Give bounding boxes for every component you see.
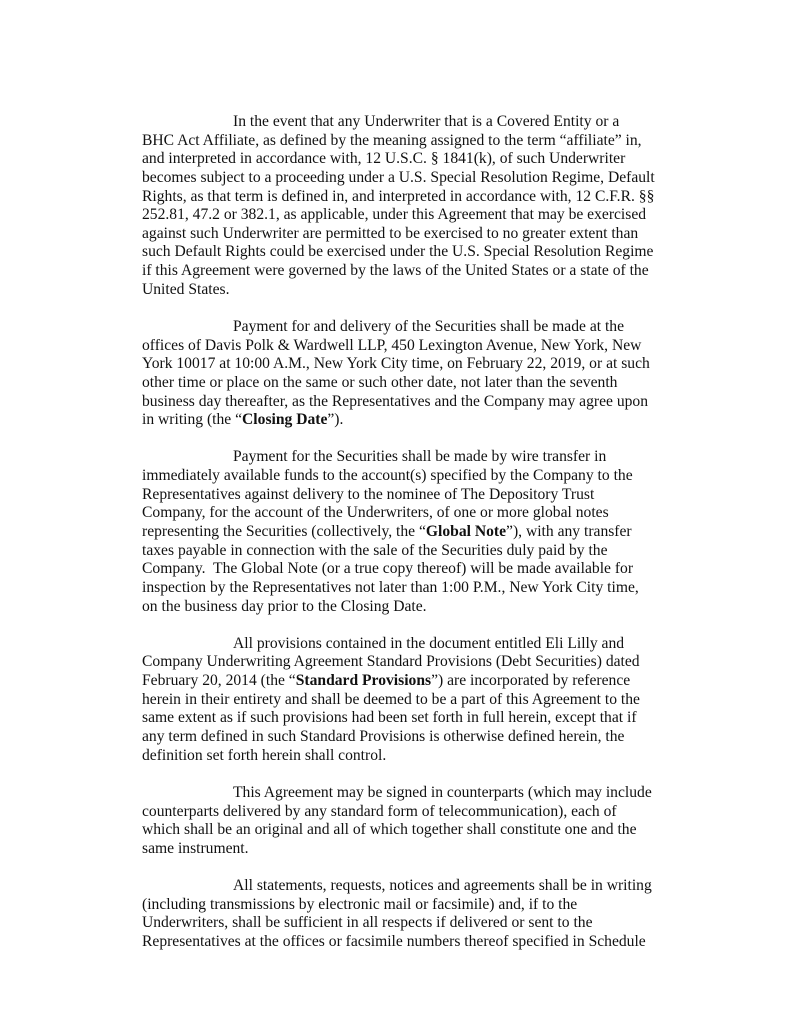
- text-line: becomes subject to a proceeding under a U.S. Special Resolution Regime, Default: [142, 168, 655, 186]
- text-line: BHC Act Affiliate, as defined by the meaning assigned to the term “affiliate” in,: [142, 131, 642, 149]
- text-line: same instrument.: [142, 839, 249, 857]
- document-page: [142, 113, 662, 970]
- text-line: [142, 672, 662, 691]
- defined-term-global-note: Global Note: [425, 523, 507, 540]
- text-line: Company. The Global Note (or a true copy thereof) will be made available for: [142, 560, 634, 578]
- text-line: 252.81, 47.2 or 382.1, as applicable, under this Agreement that may be exercised: [142, 206, 647, 224]
- text-line: such Default Rights could be exercised under the U.S. Special Resolution Regime: [142, 243, 654, 261]
- text-line: In the event that any Underwriter that is a Covered Entity or a: [233, 113, 620, 130]
- text-segment: representing the Securities (collectively, the “: [142, 523, 426, 540]
- text-segment: ”), with any transfer: [506, 523, 632, 540]
- text-line: against such Underwriter are permitted to be exercised to no greater extent than: [142, 224, 639, 242]
- text-line: other time or place on the same or such other date, not later than the seventh: [142, 373, 618, 391]
- text-segment: ”) are incorporated by reference: [431, 672, 631, 690]
- text-segment: February 20, 2014 (the “: [142, 672, 296, 690]
- text-segment: in writing (the “: [142, 411, 243, 429]
- text-line: York 10017 at 10:00 A.M., New York City time, on February 22, 2019, or at such: [142, 355, 650, 373]
- text-line: business day thereafter, as the Representatives and the Company may agree upon: [142, 392, 649, 410]
- text-line: [142, 411, 662, 430]
- text-line: immediately available funds to the account(s) specified by the Company to the: [142, 467, 633, 485]
- text-line: any term defined in such Standard Provisions is otherwise defined herein, the: [142, 728, 625, 745]
- text-line: Company Underwriting Agreement Standard Provisions (Debt Securities) dated: [142, 653, 640, 671]
- text-line: taxes payable in connection with the sale of the Securities duly paid by the: [142, 541, 608, 559]
- text-line: counterparts delivered by any standard form of telecommunication), each of: [142, 802, 617, 820]
- text-line: Representatives at the offices or facsimile numbers thereof specified in Schedule: [142, 932, 646, 950]
- text-line: if this Agreement were governed by the laws of the United States or a state of the: [142, 262, 649, 280]
- text-line: and interpreted in accordance with, 12 U.S.C. § 1841(k), of such Underwriter: [142, 150, 626, 168]
- text-line: herein in their entirety and shall be deemed to be a part of this Agreement to the: [142, 690, 640, 708]
- text-line: Payment for and delivery of the Securities shall be made at the: [233, 318, 625, 335]
- text-line: same extent as if such provisions had been set forth in full herein, except that if: [142, 709, 637, 727]
- paragraph-special-resolution: [142, 113, 662, 299]
- paragraph-payment-delivery: [142, 318, 662, 430]
- paragraph-payment-wire: [142, 448, 662, 616]
- text-line: inspection by the Representatives not later than 1:00 P.M., New York City time,: [142, 578, 639, 596]
- text-line: definition set forth herein shall control.: [142, 746, 387, 764]
- paragraph-notices: [142, 877, 662, 952]
- text-line: All statements, requests, notices and agreements shall be in writing: [233, 877, 652, 895]
- text-line: Representatives against delivery to the nominee of The Depository Trust: [142, 485, 595, 503]
- text-line: offices of Davis Polk & Wardwell LLP, 450 Lexington Avenue, New York, New: [142, 336, 642, 354]
- text-line: Company, for the account of the Underwriters, of one or more global notes: [142, 504, 609, 522]
- text-line: which shall be an original and all of which together shall constitute one and the: [142, 821, 637, 839]
- paragraph-standard-provisions: [142, 635, 662, 765]
- text-line: Underwriters, shall be sufficient in all respects if delivered or sent to the: [142, 914, 593, 932]
- defined-term-closing-date: Closing Date: [242, 411, 328, 429]
- text-line: All provisions contained in the document entitled Eli Lilly and: [233, 634, 625, 652]
- text-line: (including transmissions by electronic mail or facsimile) and, if to the: [142, 895, 578, 913]
- paragraph-counterparts: [142, 784, 662, 859]
- text-line: Rights, as that term is defined in, and interpreted in accordance with, 12 C.F.R. §§: [142, 187, 655, 205]
- text-line: on the business day prior to the Closing Date.: [142, 597, 427, 615]
- text-line: This Agreement may be signed in counterparts (which may include: [233, 783, 652, 801]
- text-line: [142, 523, 662, 542]
- text-segment: ”).: [327, 411, 344, 429]
- text-line: United States.: [142, 280, 230, 298]
- text-line: Payment for the Securities shall be made by wire transfer in: [233, 448, 607, 466]
- defined-term-standard-provisions: Standard Provisions: [295, 672, 432, 690]
